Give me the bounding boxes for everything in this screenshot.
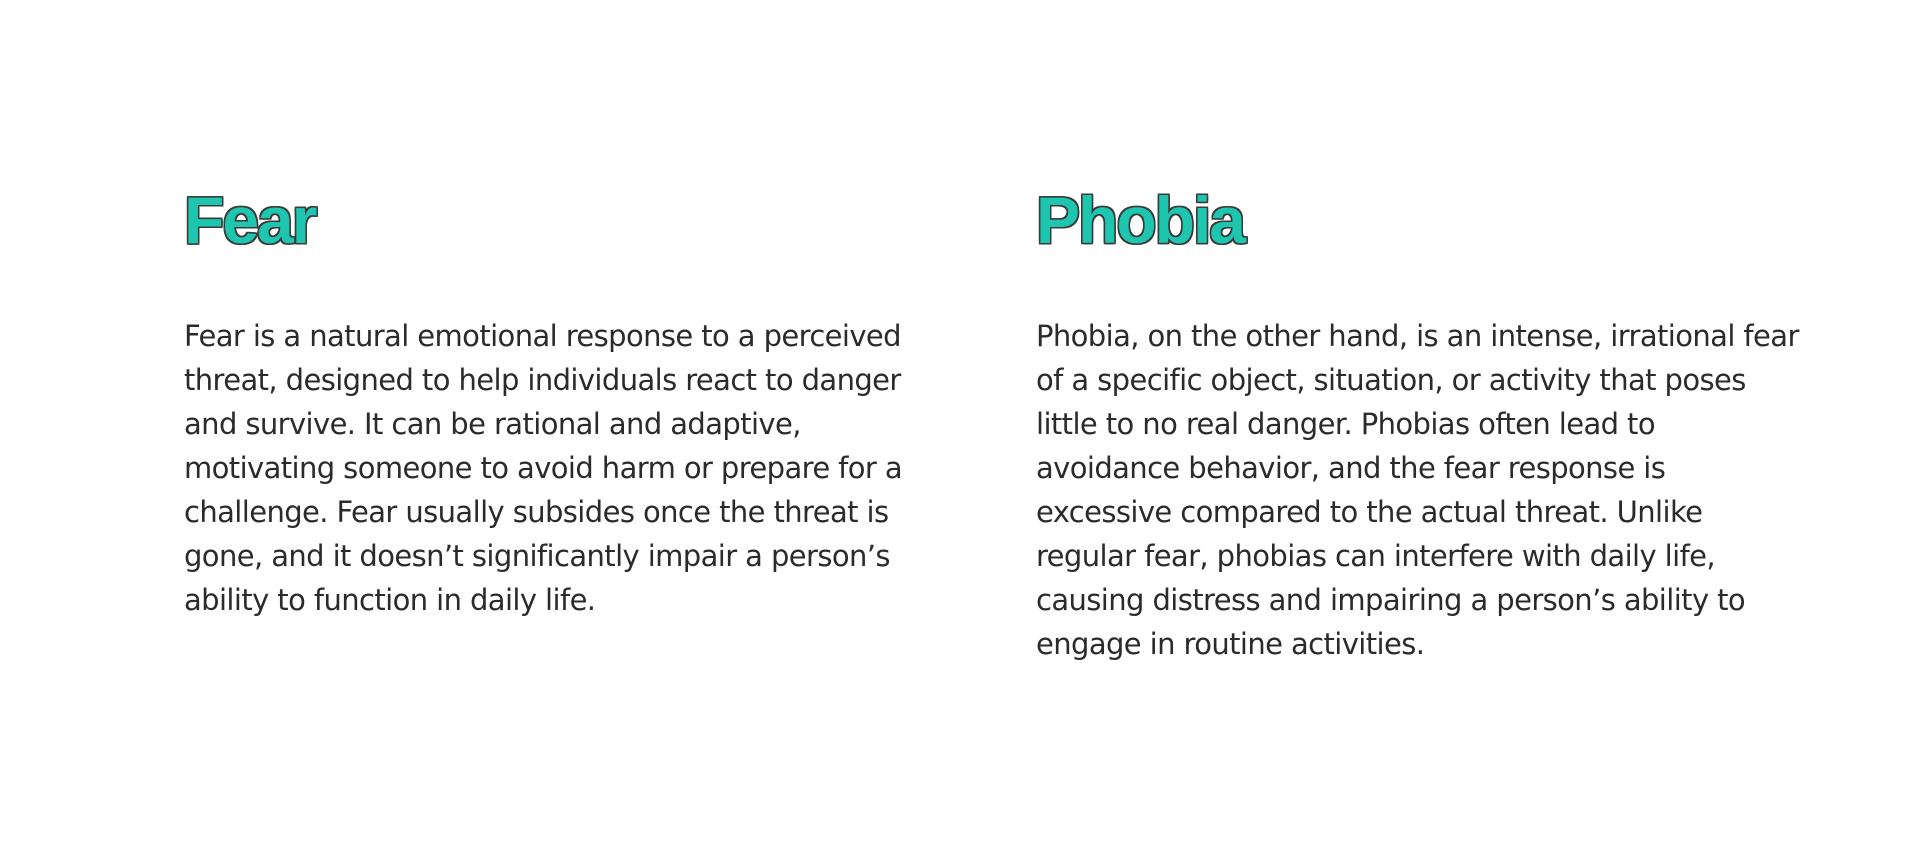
phobia-description: Phobia, on the other hand, is an intense, irrational fear of a specific object, situation, or activity that poses little to no real danger. Phobias often lead to avoidance behavior, and the fear response is excessive compared to the actual threat. Unlike regular fear, phobias can interfere with daily life, causing distress and impairing a person’s ability to engage in routine activities. [1036,319,1799,661]
comparison-columns [184,182,1799,666]
fear-heading: Fear [184,183,316,257]
phobia-section [1036,182,1801,666]
phobia-heading: Phobia [1036,183,1245,257]
fear-section [184,182,949,666]
fear-description: Fear is a natural emotional response to a perceived threat, designed to help individuals react to danger and survive. It can be rational and adaptive, motivating someone to avoid harm or prepare for a challenge. Fear usually subsides once the threat is gone, and it doesn’t significantly impair a person’s ability to function in daily life. [184,319,903,617]
